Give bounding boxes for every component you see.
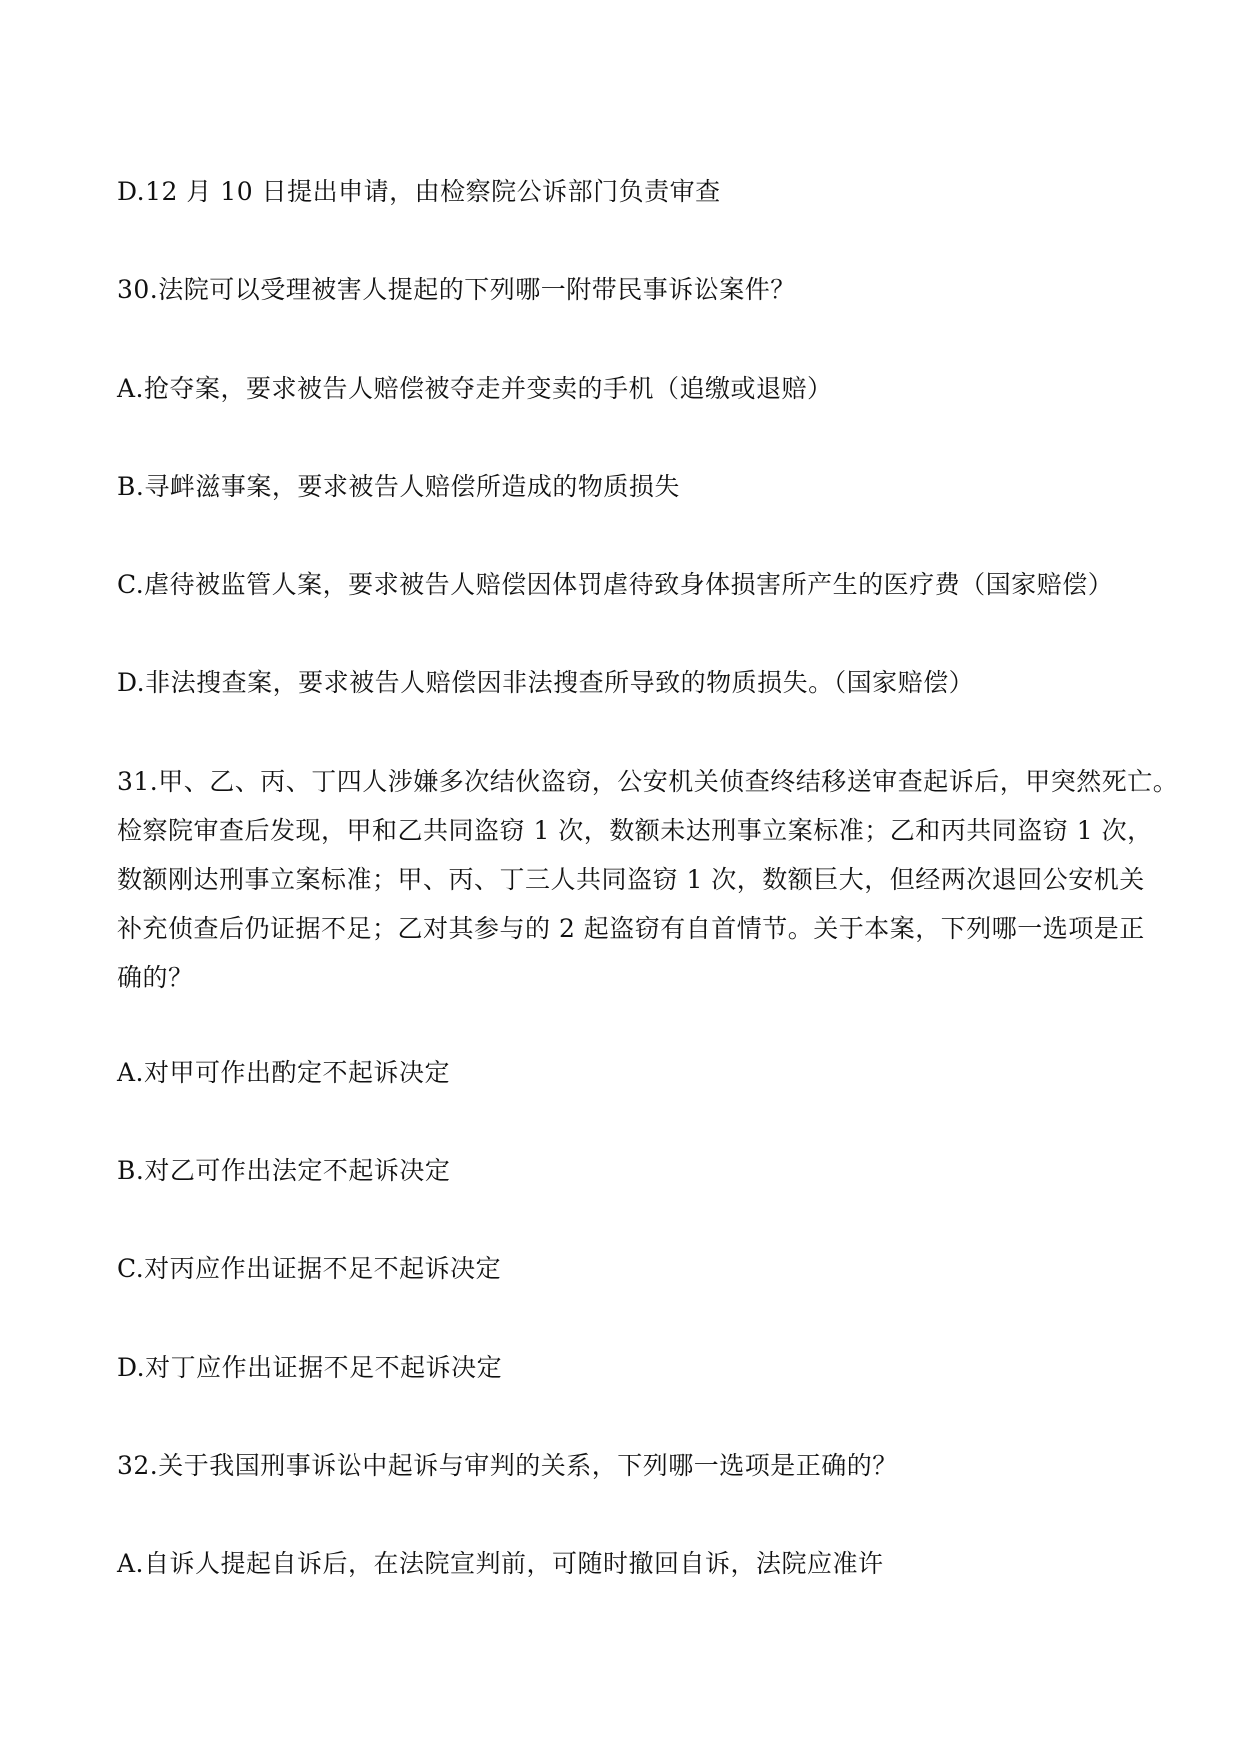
q31-option-b: B.对乙可作出法定不起诉决定 bbox=[117, 1156, 451, 1185]
q30-option-b: B.寻衅滋事案，要求被告人赔偿所造成的物质损失 bbox=[117, 472, 680, 501]
q31-stem-line-4: 补充侦查后仍证据不足；乙对其参与的 2 起盗窃有自首情节。关于本案，下列哪一选项是正 bbox=[117, 914, 1145, 943]
q30-option-a: A.抢夺案，要求被告人赔偿被夺走并变卖的手机（追缴或退赔） bbox=[117, 374, 833, 403]
q30-option-c: C.虐待被监管人案，要求被告人赔偿因体罚虐待致身体损害所产生的医疗费（国家赔偿） bbox=[117, 570, 1114, 599]
q32-option-a: A.自诉人提起自诉后，在法院宣判前，可随时撤回自诉，法院应准许 bbox=[117, 1549, 884, 1578]
q30-stem: 30.法院可以受理被害人提起的下列哪一附带民事诉讼案件？ bbox=[117, 275, 796, 304]
q31-option-a: A.对甲可作出酌定不起诉决定 bbox=[117, 1058, 451, 1087]
q31-stem-line-2: 检察院审查后发现，甲和乙共同盗窃 1 次，数额未达刑事立案标准；乙和丙共同盗窃 1 次， bbox=[117, 816, 1153, 845]
q29-option-d: D.12 月 10 日提出申请，由检察院公诉部门负责审查 bbox=[117, 177, 721, 206]
q31-option-c: C.对丙应作出证据不足不起诉决定 bbox=[117, 1254, 502, 1283]
q32-stem: 32.关于我国刑事诉讼中起诉与审判的关系，下列哪一选项是正确的？ bbox=[117, 1451, 898, 1480]
q30-option-d: D.非法搜查案，要求被告人赔偿因非法搜查所导致的物质损失。（国家赔偿） bbox=[117, 668, 975, 697]
q31-stem-line-5: 确的？ bbox=[117, 963, 194, 992]
q31-option-d: D.对丁应作出证据不足不起诉决定 bbox=[117, 1353, 503, 1382]
q31-stem-line-1: 31.甲、乙、丙、丁四人涉嫌多次结伙盗窃，公安机关侦查终结移送审查起诉后，甲突然死亡。 bbox=[117, 767, 1179, 796]
q31-stem-line-3: 数额刚达刑事立案标准；甲、丙、丁三人共同盗窃 1 次，数额巨大，但经两次退回公安机关 bbox=[117, 865, 1145, 894]
q31-stem bbox=[117, 757, 1179, 1002]
